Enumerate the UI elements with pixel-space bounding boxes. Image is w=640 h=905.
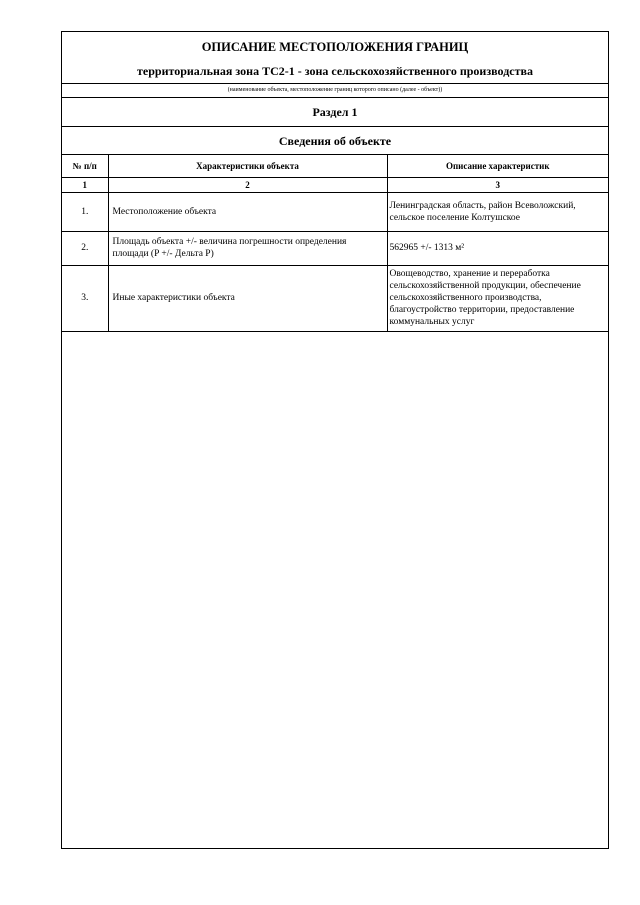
row-characteristic: Площадь объекта +/- величина погрешности определения площади (P +/- Дельта P) (108, 231, 387, 265)
document-note: (наименование объекта, местоположение границ которого описано (далее - объект)) (62, 84, 608, 98)
document-title: ОПИСАНИЕ МЕСТОПОЛОЖЕНИЯ ГРАНИЦ (201, 40, 469, 54)
row-number: 1. (62, 192, 108, 231)
document-frame (61, 31, 609, 849)
section-heading: Раздел 1 (62, 98, 608, 127)
table-row (62, 192, 608, 231)
table-row (62, 265, 608, 331)
row-description: Овощеводство, хранение и переработка сельскохозяйственной продукции, обеспечение сельскохозяйственного производства, благоустройство территории, предоставление коммунальных услуг (387, 265, 608, 331)
row-description: Ленинградская область, район Всеволожский, сельское поселение Колтушское (387, 192, 608, 231)
table-column-numbers-row (62, 177, 608, 192)
column-number-1: 1 (62, 177, 108, 192)
column-number-3: 3 (387, 177, 608, 192)
row-characteristic: Местоположение объекта (108, 192, 387, 231)
row-characteristic: Иные характеристики объекта (108, 265, 387, 331)
column-number-2: 2 (108, 177, 387, 192)
object-info-table (62, 155, 608, 332)
header-description: Описание характеристик (387, 155, 608, 177)
row-number: 3. (62, 265, 108, 331)
section-title: Сведения об объекте (62, 127, 608, 155)
table-header-row (62, 155, 608, 177)
row-number: 2. (62, 231, 108, 265)
row-description: 562965 +/- 1313 м² (387, 231, 608, 265)
header-number: № п/п (62, 155, 108, 177)
header-characteristics: Характеристики объекта (108, 155, 387, 177)
table-row (62, 231, 608, 265)
document-subtitle: территориальная зона ТС2-1 - зона сельскохозяйственного производства (62, 60, 608, 84)
